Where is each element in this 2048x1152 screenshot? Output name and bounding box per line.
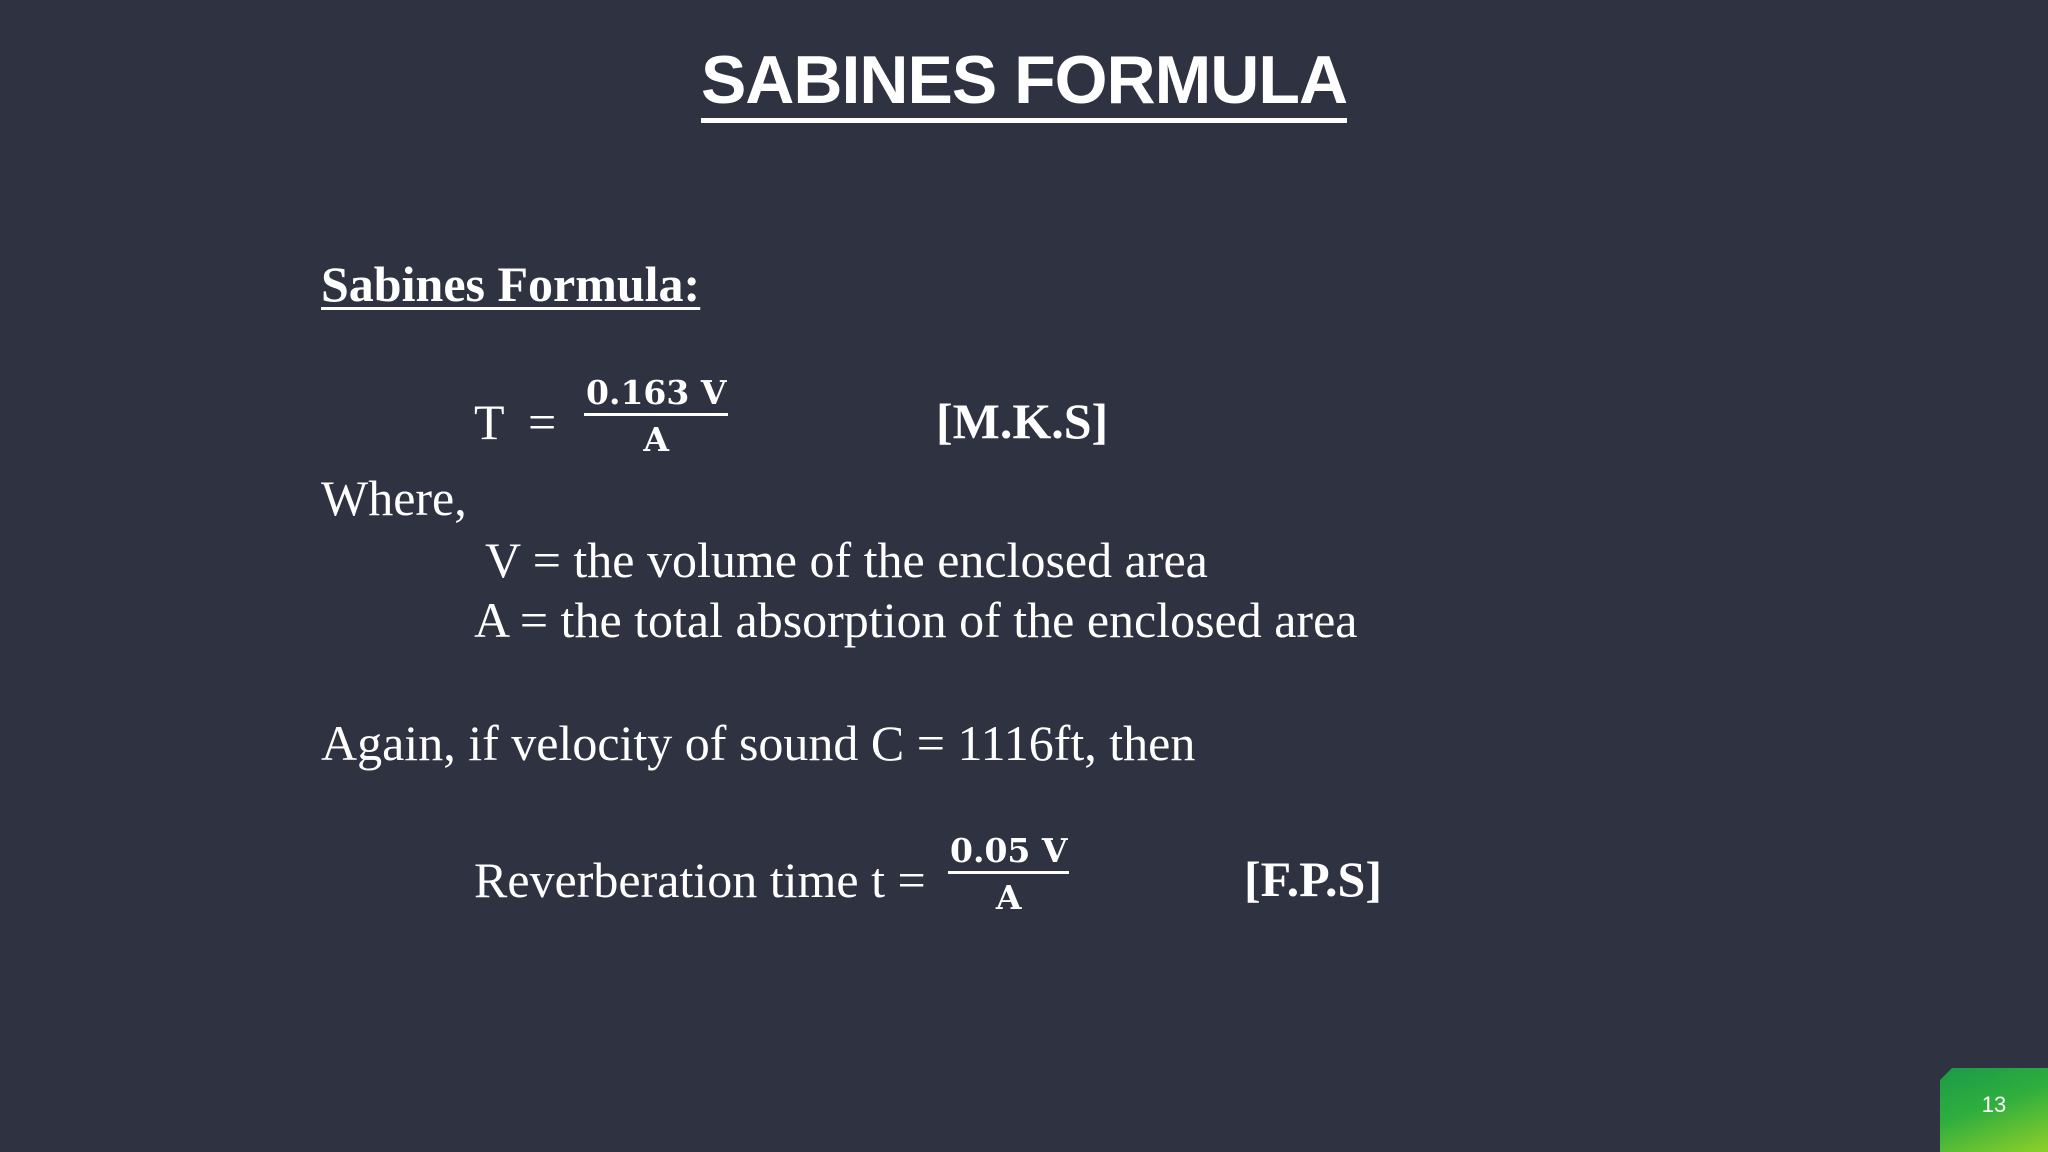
formula-mks-lhs: T bbox=[474, 394, 505, 450]
formula-mks-denominator: A bbox=[643, 420, 670, 459]
formula-fps-lhs: Reverberation time t = bbox=[474, 852, 926, 908]
formula-mks-numerator: 0.163 V bbox=[584, 373, 728, 416]
subheading: Sabines Formula: bbox=[321, 256, 701, 312]
definition-absorption: A = the total absorption of the enclosed area bbox=[474, 592, 1358, 648]
definition-volume: V = the volume of the enclosed area bbox=[485, 532, 1208, 588]
formula-mks-fraction bbox=[584, 373, 728, 460]
slide-title-text: SABINES FORMULA bbox=[701, 42, 1347, 123]
formula-mks-unit: [M.K.S] bbox=[936, 393, 1109, 449]
formula-fps-fraction bbox=[948, 831, 1069, 918]
where-label: Where, bbox=[321, 470, 467, 526]
slide-title bbox=[0, 38, 2048, 122]
velocity-statement: Again, if velocity of sound C = 1116ft, then bbox=[321, 715, 1196, 771]
formula-fps-denominator: A bbox=[995, 878, 1022, 917]
page-number: 13 bbox=[1981, 1092, 2007, 1117]
formula-mks-equals: = bbox=[528, 394, 557, 450]
formula-fps-numerator: 0.05 V bbox=[948, 831, 1069, 874]
formula-fps-unit: [F.P.S] bbox=[1244, 851, 1383, 907]
